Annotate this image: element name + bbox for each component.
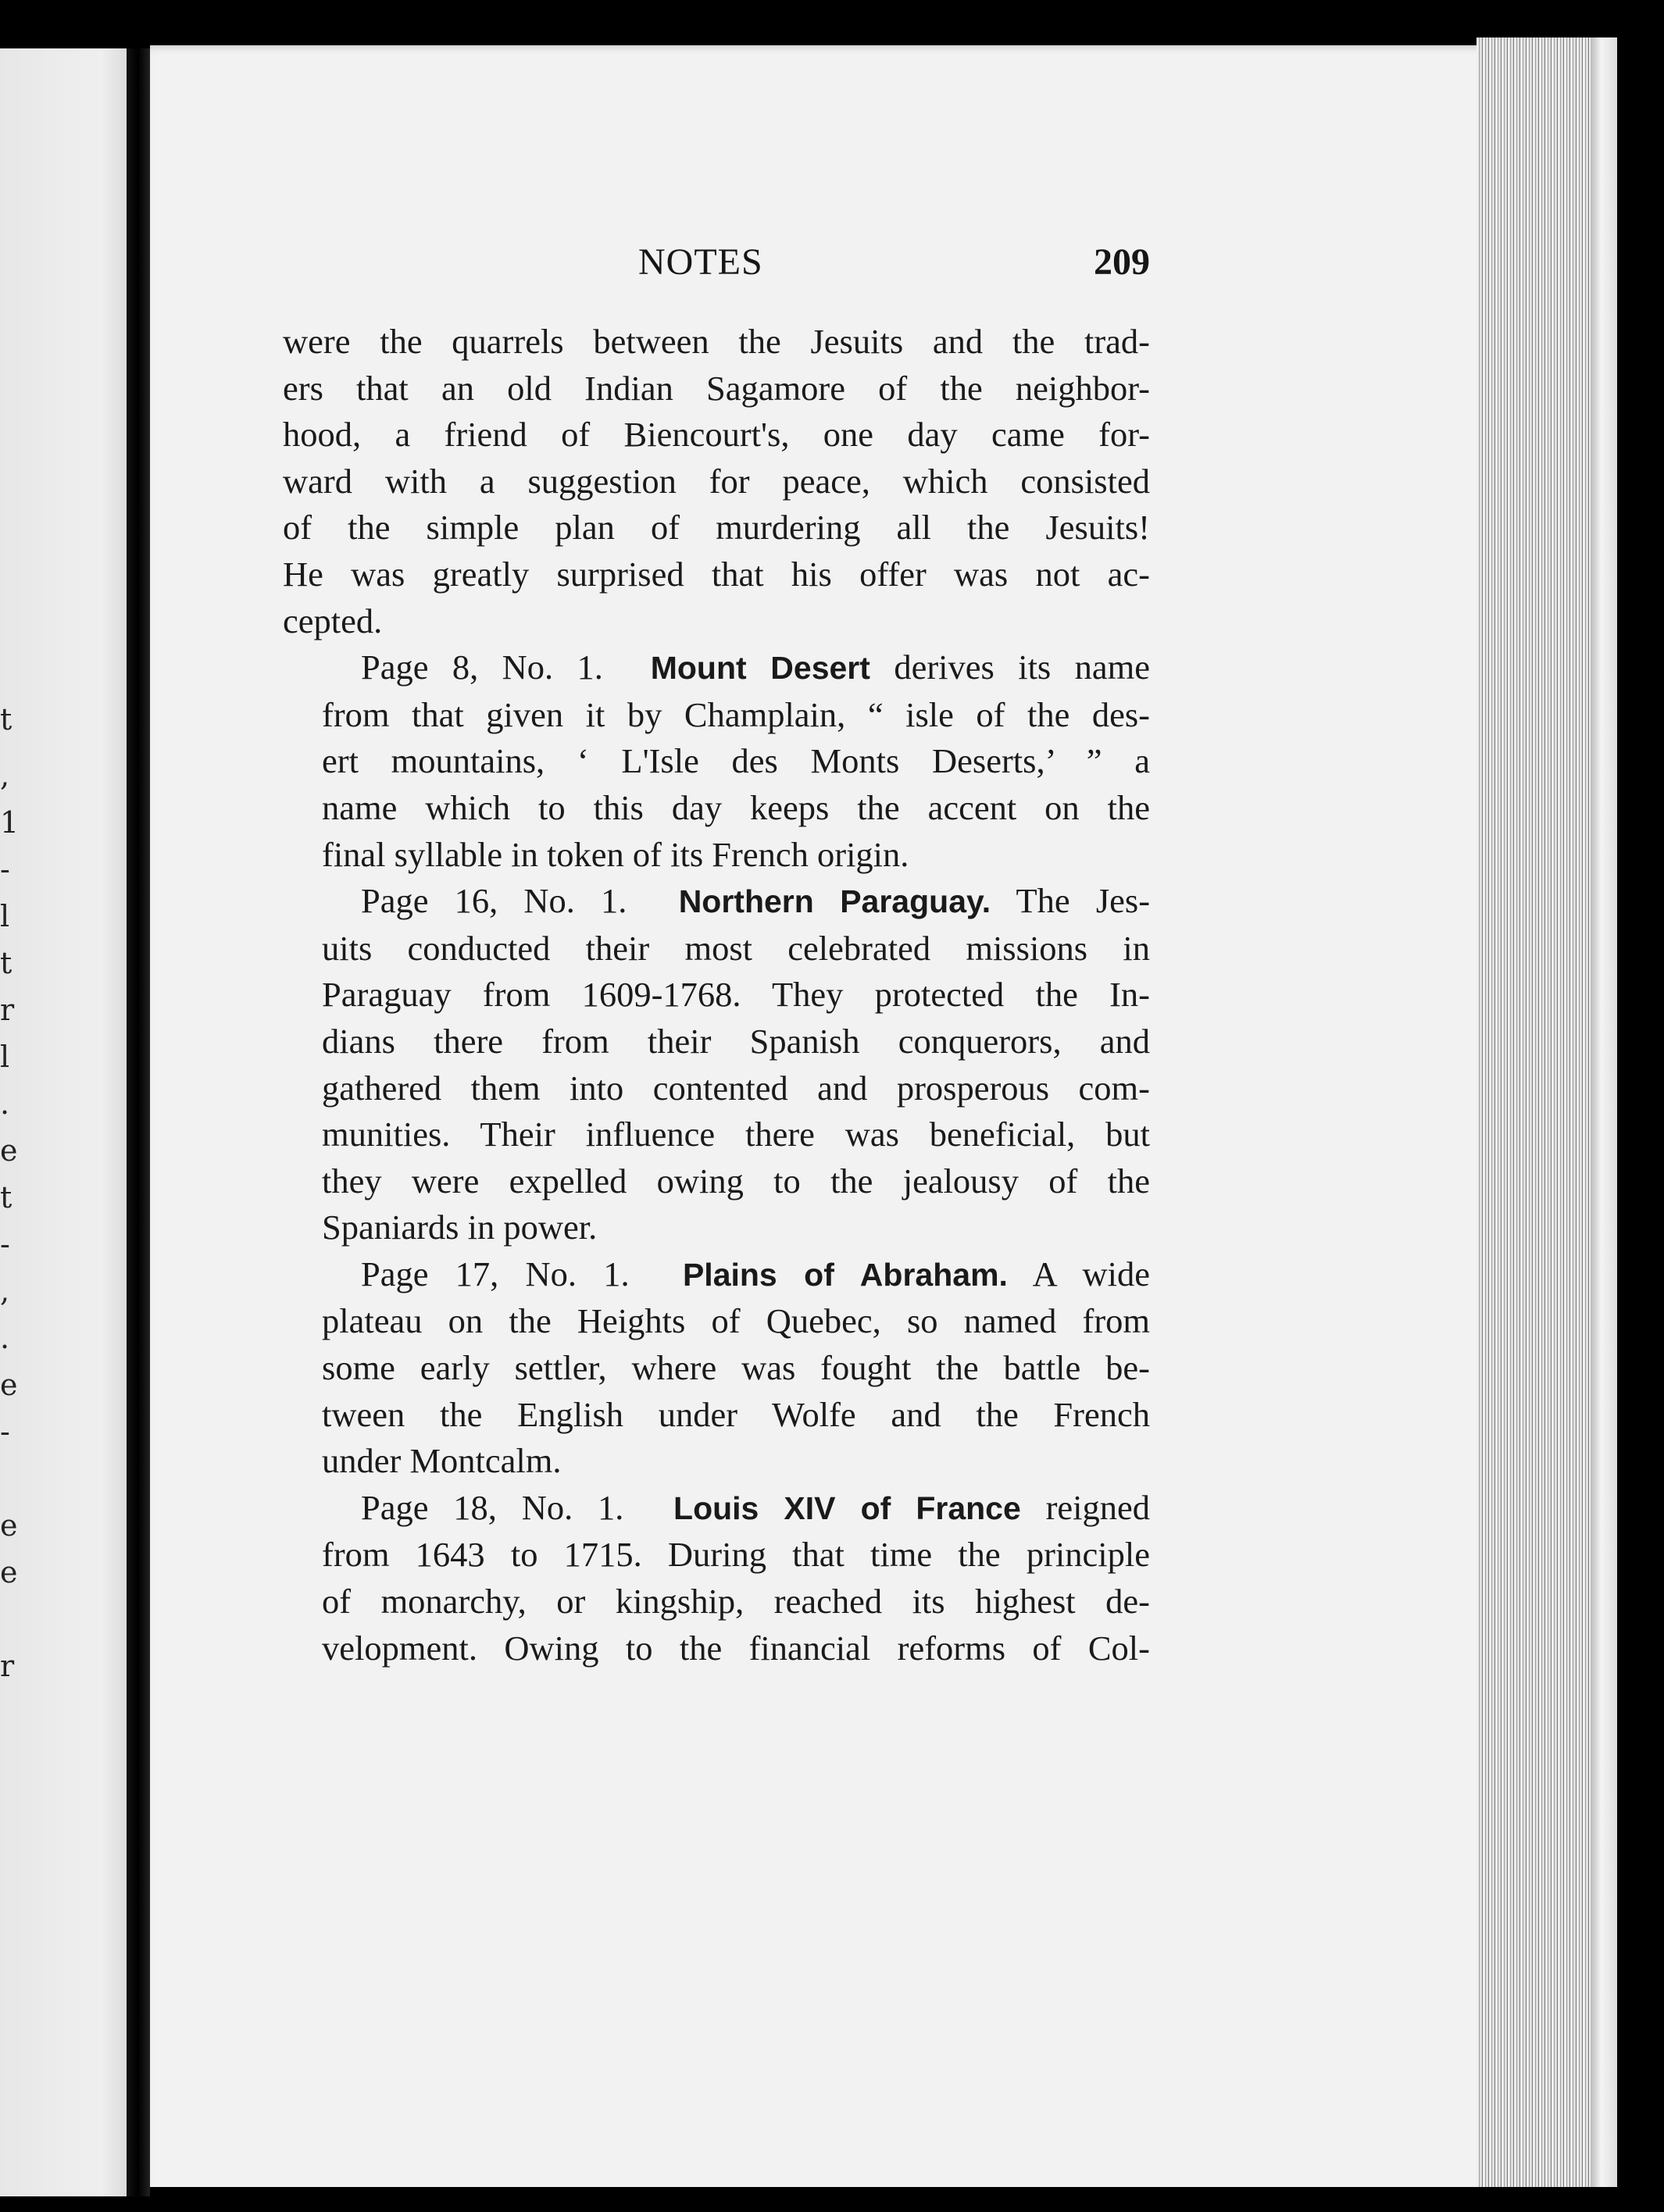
fragment: - bbox=[0, 852, 10, 887]
fragment: e bbox=[0, 1508, 18, 1543]
fragment: - bbox=[0, 1227, 10, 1261]
text-line: name which to this day keeps the accent on the bbox=[322, 787, 1150, 827]
fragment: . bbox=[0, 1321, 10, 1355]
text-line: uits conducted their most celebrated missions in bbox=[322, 928, 1150, 968]
book-gutter bbox=[127, 48, 150, 2196]
text-line: from 1643 to 1715. During that time the principle bbox=[322, 1535, 1150, 1575]
note-entry-first-line bbox=[283, 878, 1150, 926]
page-edges bbox=[1477, 37, 1617, 2201]
facing-page-edge bbox=[0, 48, 127, 2196]
text-line: ers that an old Indian Sagamore of the neighbor- bbox=[283, 368, 1150, 408]
fragment: e bbox=[0, 1133, 18, 1168]
fragment: . bbox=[0, 1086, 10, 1121]
fragment: e bbox=[0, 1555, 18, 1589]
note-entry-first-line bbox=[283, 1485, 1150, 1532]
fragment: t bbox=[0, 946, 12, 980]
text-line: cepted. bbox=[283, 601, 383, 640]
fragment: 1 bbox=[0, 805, 20, 840]
text-line: velopment. Owing to the financial reforms of Col- bbox=[322, 1628, 1150, 1668]
scan-border bbox=[150, 2187, 1619, 2212]
body-text bbox=[283, 319, 1150, 1671]
facing-page-text-fragments bbox=[0, 48, 20, 2196]
note-entry bbox=[283, 1251, 1150, 1485]
fragment: e bbox=[0, 1368, 18, 1402]
text-line: ward with a suggestion for peace, which consisted bbox=[283, 461, 1150, 501]
note-entry bbox=[283, 878, 1150, 1251]
note-term: Mount Desert bbox=[650, 650, 870, 687]
text-line: final syllable in token of its French origin. bbox=[322, 834, 909, 874]
note-text: The Jes- bbox=[1016, 881, 1151, 921]
note-entry-first-line bbox=[283, 644, 1150, 692]
text-line: hood, a friend of Biencourt's, one day came for- bbox=[283, 415, 1150, 455]
text-line: tween the English under Wolfe and the French bbox=[322, 1394, 1150, 1434]
fragment: t bbox=[0, 1180, 12, 1215]
text-line: of monarchy, or kingship, reached its highest de- bbox=[322, 1582, 1150, 1622]
text-line: were the quarrels between the Jesuits and the trad- bbox=[283, 322, 1150, 361]
note-term: Northern Paraguay. bbox=[678, 883, 991, 920]
fragment: - bbox=[0, 1415, 10, 1449]
note-term: Plains of Abraham. bbox=[682, 1256, 1008, 1293]
text-line: from that given it by Champlain, “ isle of the des- bbox=[322, 694, 1150, 734]
text-line: under Montcalm. bbox=[322, 1441, 562, 1481]
fragment: r bbox=[0, 1649, 15, 1683]
text-line: some early settler, where was fought the battle be- bbox=[322, 1348, 1150, 1388]
fragment: r bbox=[0, 993, 15, 1027]
fragment: , bbox=[0, 1274, 10, 1308]
note-text: derives its name bbox=[894, 648, 1150, 687]
fragment: l bbox=[0, 899, 10, 933]
note-entry bbox=[283, 644, 1150, 878]
text-line: munities. Their influence there was beneficial, but bbox=[322, 1115, 1150, 1154]
fragment: l bbox=[0, 1040, 10, 1074]
text-line: Spaniards in power. bbox=[322, 1208, 598, 1247]
text-line: He was greatly surprised that his offer was not ac- bbox=[283, 554, 1150, 594]
text-line: of the simple plan of murdering all the Jesuits! bbox=[283, 508, 1150, 548]
text-line: plateau on the Heights of Quebec, so named from bbox=[322, 1301, 1150, 1341]
note-text: reigned bbox=[1045, 1487, 1151, 1527]
note-reference: Page 17, No. 1. bbox=[361, 1254, 630, 1293]
fragment: t bbox=[0, 702, 12, 737]
note-entry bbox=[283, 1485, 1150, 1671]
note-text: A wide bbox=[1032, 1254, 1151, 1293]
page-number: 209 bbox=[1094, 241, 1150, 283]
note-reference: Page 16, No. 1. bbox=[361, 881, 627, 921]
note-reference: Page 8, No. 1. bbox=[361, 648, 603, 687]
text-line: they were expelled owing to the jealousy of the bbox=[322, 1161, 1150, 1201]
page-header bbox=[283, 241, 1150, 291]
text-line: dians there from their Spanish conquerors, and bbox=[322, 1021, 1150, 1061]
text-line: ert mountains, ‘ L'Isle des Monts Deserts,’ ” a bbox=[322, 741, 1150, 781]
note-reference: Page 18, No. 1. bbox=[361, 1487, 624, 1527]
fragment: , bbox=[0, 758, 10, 793]
note-entry-first-line bbox=[283, 1251, 1150, 1299]
running-head: NOTES bbox=[638, 241, 763, 283]
text-line: Paraguay from 1609-1768. They protected the In- bbox=[322, 975, 1150, 1015]
note-term: Louis XIV of France bbox=[673, 1490, 1021, 1526]
paragraph bbox=[283, 319, 1150, 644]
text-line: gathered them into contented and prosperous com- bbox=[322, 1068, 1150, 1108]
